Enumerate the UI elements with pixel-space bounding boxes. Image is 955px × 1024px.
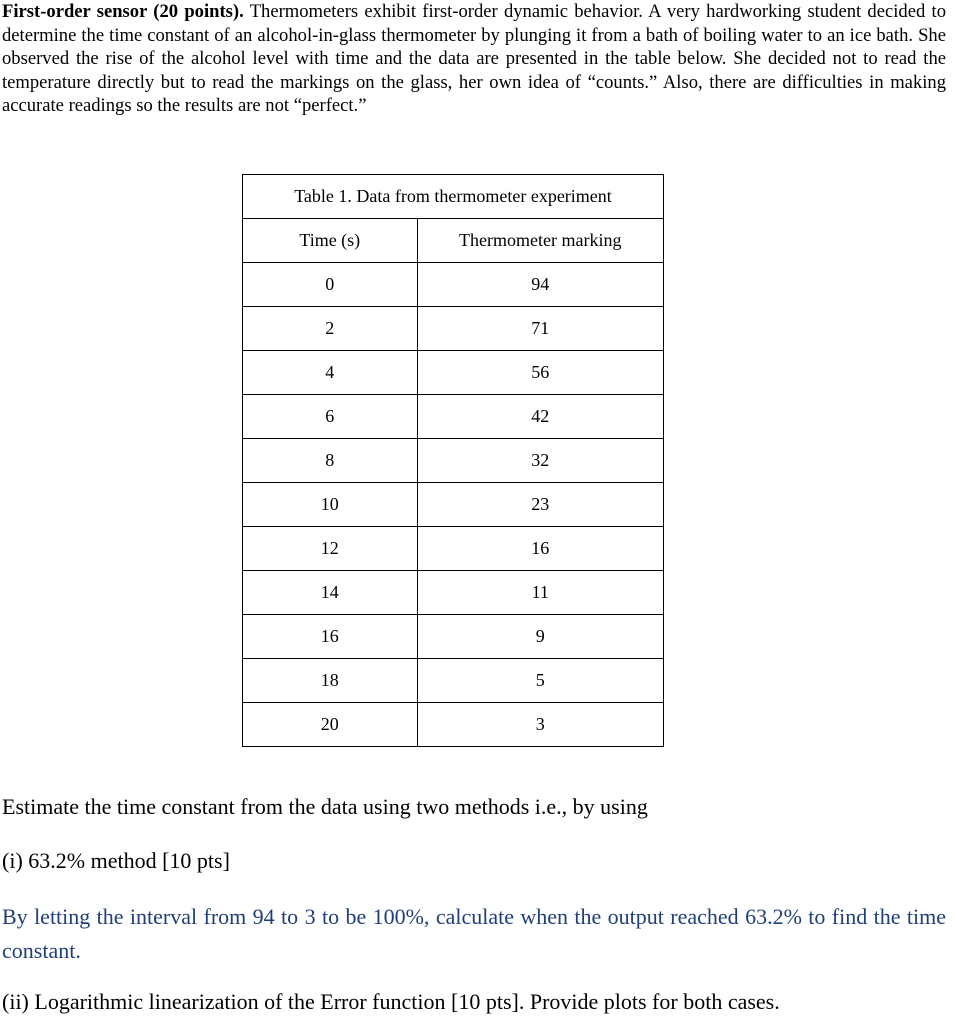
problem-heading: First-order sensor (20 points). [2, 1, 244, 22]
question-part-2: (ii) Logarithmic linearization of the Error function [10 pts]. Provide plots for both cases. [2, 989, 780, 1014]
marking-cell: 32 [417, 439, 663, 483]
table-row [243, 659, 664, 703]
time-cell: 14 [243, 571, 418, 615]
marking-cell: 94 [417, 263, 663, 307]
table-caption: Table 1. Data from thermometer experiment [243, 175, 664, 219]
time-cell: 8 [243, 439, 418, 483]
marking-cell: 9 [417, 615, 663, 659]
table-row [243, 439, 664, 483]
marking-cell: 71 [417, 307, 663, 351]
marking-cell: 42 [417, 395, 663, 439]
question-prompt: Estimate the time constant from the data using two methods i.e., by using [2, 794, 648, 819]
table-caption-row [243, 175, 664, 219]
table-row [243, 263, 664, 307]
table-row [243, 571, 664, 615]
table-row [243, 395, 664, 439]
data-table [242, 174, 664, 747]
marking-cell: 16 [417, 527, 663, 571]
table-row [243, 703, 664, 747]
time-cell: 18 [243, 659, 418, 703]
time-cell: 12 [243, 527, 418, 571]
marking-cell: 5 [417, 659, 663, 703]
time-cell: 20 [243, 703, 418, 747]
marking-cell: 11 [417, 571, 663, 615]
part-1-hint: By letting the interval from 94 to 3 to be 100%, calculate when the output reached 63.2% to find the time constant. [2, 904, 946, 963]
problem-statement [2, 0, 946, 118]
time-cell: 10 [243, 483, 418, 527]
table-row [243, 351, 664, 395]
time-cell: 16 [243, 615, 418, 659]
table-row [243, 527, 664, 571]
time-cell: 4 [243, 351, 418, 395]
table-header-row [243, 219, 664, 263]
marking-cell: 23 [417, 483, 663, 527]
header-time: Time (s) [243, 219, 418, 263]
header-marking: Thermometer marking [417, 219, 663, 263]
table-row [243, 307, 664, 351]
problem-body: Thermometers exhibit first-order dynamic behavior. A very hardworking student decided to determine the time constant of an alcohol-in-glass thermometer by plunging it from a bath of boiling water to an ice bath. She observed the rise of the alcohol level with time and the data are presented in the table below. She decided not to read the temperature directly but to read the markings on the glass, her own idea of “counts.” Also, there are difficulties in making accurate readings so the results are not “perfect.” [2, 1, 946, 117]
table-row [243, 483, 664, 527]
time-cell: 2 [243, 307, 418, 351]
marking-cell: 56 [417, 351, 663, 395]
marking-cell: 3 [417, 703, 663, 747]
table-row [243, 615, 664, 659]
question-part-1: (i) 63.2% method [10 pts] [2, 848, 230, 873]
time-cell: 0 [243, 263, 418, 307]
time-cell: 6 [243, 395, 418, 439]
